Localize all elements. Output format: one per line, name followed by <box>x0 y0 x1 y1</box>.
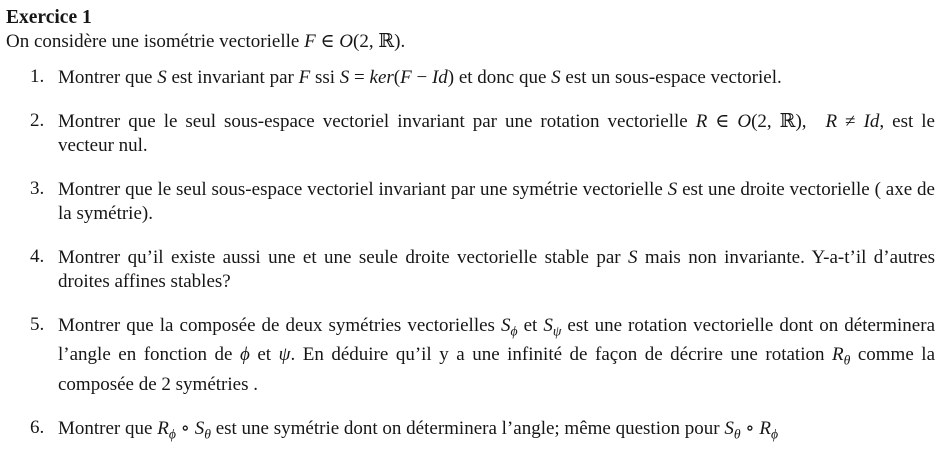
text-run: = <box>349 67 370 88</box>
text-run: Montrer que la composée de deux symétries vectorielles <box>58 314 501 336</box>
text-run: − <box>411 67 432 88</box>
text-run: et <box>517 314 544 336</box>
math-symbol: S <box>500 314 511 336</box>
text-run: (2, ℝ). <box>353 31 406 52</box>
math-symbol: O <box>737 110 752 132</box>
math-symbol: R <box>759 417 771 439</box>
math-symbol: ψ <box>278 344 291 366</box>
math-symbol: R <box>825 110 838 132</box>
text-run: ( <box>393 67 401 88</box>
item-text <box>58 110 935 159</box>
text-run: est invariant par <box>166 67 299 88</box>
text-run: ssi <box>310 67 340 88</box>
exercise-item <box>6 110 935 159</box>
math-symbol: ϕ <box>240 344 250 366</box>
text-run: On considère une isométrie vectorielle <box>6 31 305 52</box>
item-number: 5. <box>30 313 45 335</box>
math-symbol: R <box>695 110 708 132</box>
text-run: comme la composée de 2 symétries . <box>58 344 936 396</box>
text-run: ∈ <box>707 110 738 132</box>
exercise-item <box>6 66 935 91</box>
text-run: , est le vecteur nul. <box>58 110 935 156</box>
text-run: et <box>249 344 279 366</box>
math-subscript: θ <box>843 352 851 368</box>
text-run: Montrer que le seul sous-espace vectoriel invariant par une rotation vectorielle <box>58 110 696 132</box>
math-symbol: F <box>304 31 316 52</box>
math-symbol: Id <box>431 67 448 88</box>
exercise-item <box>6 246 935 295</box>
item-number: 1. <box>30 66 45 87</box>
math-symbol: S <box>194 417 205 439</box>
math-symbol: ker <box>369 67 394 88</box>
math-subscript: ϕ <box>510 322 518 338</box>
text-run: Montrer que le seul sous-espace vectoriel invariant par une symétrie vectorielle <box>58 178 668 200</box>
math-symbol: S <box>667 178 678 200</box>
item-number: 2. <box>30 109 45 131</box>
text-run: est une droite vectorielle ( axe de la symétrie). <box>58 178 935 224</box>
math-symbol: S <box>339 67 350 88</box>
text-run: et donc que <box>454 67 552 88</box>
item-text <box>58 246 935 295</box>
math-symbol: S <box>628 246 638 268</box>
text-run: est une symétrie dont on déterminera l’angle; même question pour <box>210 417 725 439</box>
math-subscript: θ <box>733 426 741 442</box>
item-text <box>58 417 935 447</box>
exercise-item <box>6 417 935 447</box>
text-run: ∘ <box>740 417 760 439</box>
math-subscript: ϕ <box>770 426 779 442</box>
text-run: est une rotation vectorielle dont on déterminera l’angle en fonction de <box>58 314 935 366</box>
exercise-item <box>6 178 935 227</box>
text-run: mais non invariante. Y-a-t’il d’autres droites affines stables? <box>58 246 935 292</box>
text-run: ) <box>447 67 455 88</box>
item-number: 3. <box>30 177 45 199</box>
math-symbol: F <box>400 67 412 88</box>
text-run: ≠ <box>837 110 864 132</box>
text-run: Montrer que <box>58 417 158 439</box>
math-subscript: ψ <box>552 322 562 338</box>
text-run: ∈ <box>315 31 340 52</box>
math-symbol: S <box>543 314 553 336</box>
text-run: est un sous-espace vectoriel. <box>560 67 782 88</box>
item-text <box>58 314 935 398</box>
item-number: 4. <box>30 245 45 267</box>
text-run: ∘ <box>175 417 195 439</box>
math-symbol: R <box>157 417 169 439</box>
math-symbol: S <box>157 67 167 88</box>
exercise-list <box>6 66 935 447</box>
item-text <box>58 178 935 227</box>
text-run: Montrer qu’il existe aussi une et une seule droite vectorielle stable par <box>58 246 629 268</box>
math-subscript: ϕ <box>168 426 176 442</box>
exercise-title: Exercice 1 <box>6 7 92 28</box>
math-symbol: R <box>832 344 844 366</box>
item-text <box>58 66 935 91</box>
math-symbol: S <box>724 417 734 439</box>
exercise-item <box>6 314 935 398</box>
text-run: . En déduire qu’il y a une infinité de façon de décrire une rotation <box>290 344 832 366</box>
item-number: 6. <box>30 416 45 438</box>
text-run: (2, ℝ), <box>751 110 807 132</box>
text-run: Montrer que <box>58 67 158 88</box>
math-symbol: S <box>551 67 561 88</box>
math-symbol: Id <box>863 110 880 132</box>
math-subscript: θ <box>204 426 211 442</box>
math-symbol: F <box>298 67 311 88</box>
text-run <box>807 111 826 132</box>
exercise-intro <box>6 30 935 54</box>
math-symbol: O <box>339 31 354 52</box>
